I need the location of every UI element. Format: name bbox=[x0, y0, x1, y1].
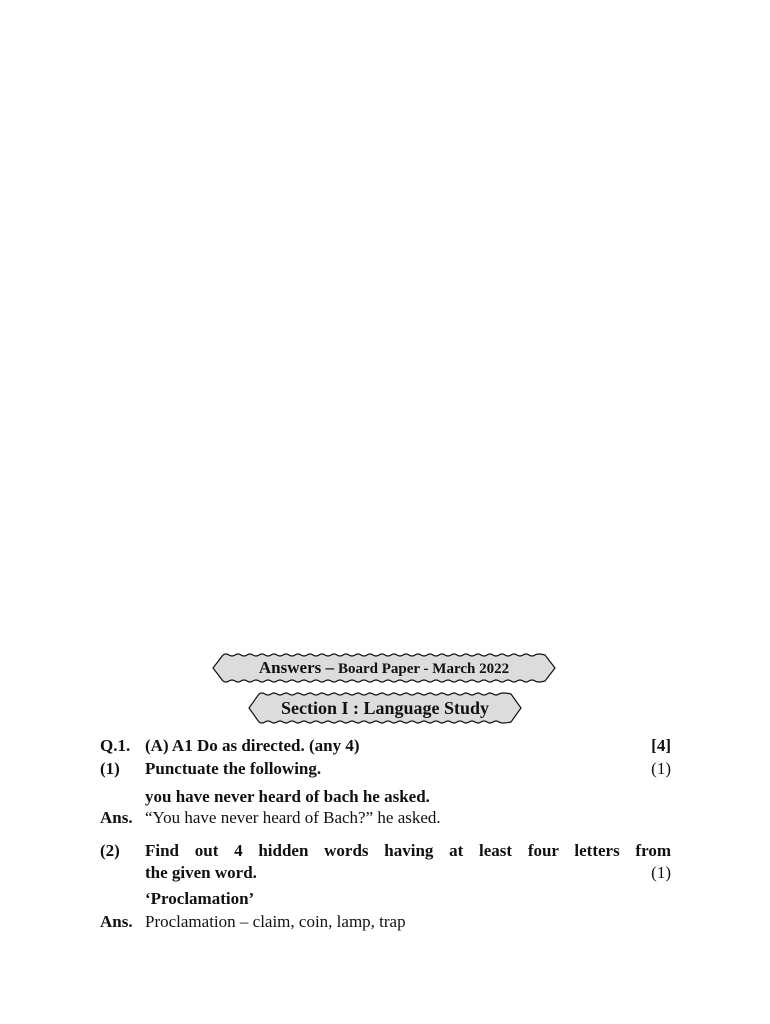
item1-answer-label: Ans. bbox=[100, 808, 133, 827]
banner-title: Answers – bbox=[258, 658, 334, 677]
item2-number: (2) bbox=[100, 841, 120, 860]
q1-heading-row bbox=[0, 734, 770, 758]
item2-instruction-line2: the given word. bbox=[145, 863, 257, 882]
q1-marks: [4] bbox=[651, 736, 671, 755]
item1-marks: (1) bbox=[651, 759, 671, 778]
item2-instruction-line1: Find out 4 hidden words having at least four letters from bbox=[145, 841, 671, 860]
item2-prompt-row bbox=[0, 887, 770, 911]
item2-answer: Proclamation – claim, coin, lamp, trap bbox=[145, 912, 406, 931]
item1-number: (1) bbox=[100, 759, 120, 778]
item1-answer: “You have never heard of Bach?” he asked. bbox=[145, 808, 441, 827]
item2-instruction-row2 bbox=[0, 861, 770, 885]
item1-instruction: Punctuate the following. bbox=[145, 759, 322, 778]
item2-instruction-row bbox=[0, 839, 770, 863]
q1-heading: (A) A1 Do as directed. (any 4) bbox=[145, 736, 360, 755]
item2-answer-label: Ans. bbox=[100, 912, 133, 931]
section-title: Section I : Language Study bbox=[280, 697, 490, 718]
item1-prompt: you have never heard of bach he asked. bbox=[145, 787, 430, 806]
answers-banner-text bbox=[259, 658, 509, 678]
item2-marks: (1) bbox=[651, 863, 671, 882]
banner-subtitle: Board Paper - March 2022 bbox=[338, 661, 510, 677]
item1-answer-row bbox=[0, 806, 770, 830]
item1-instruction-row bbox=[0, 757, 770, 781]
answers-banner bbox=[209, 652, 559, 684]
q1-number: Q.1. bbox=[100, 736, 131, 755]
item2-prompt: ‘Proclamation’ bbox=[145, 889, 255, 908]
item2-answer-row bbox=[0, 910, 770, 934]
section-banner bbox=[245, 691, 525, 725]
